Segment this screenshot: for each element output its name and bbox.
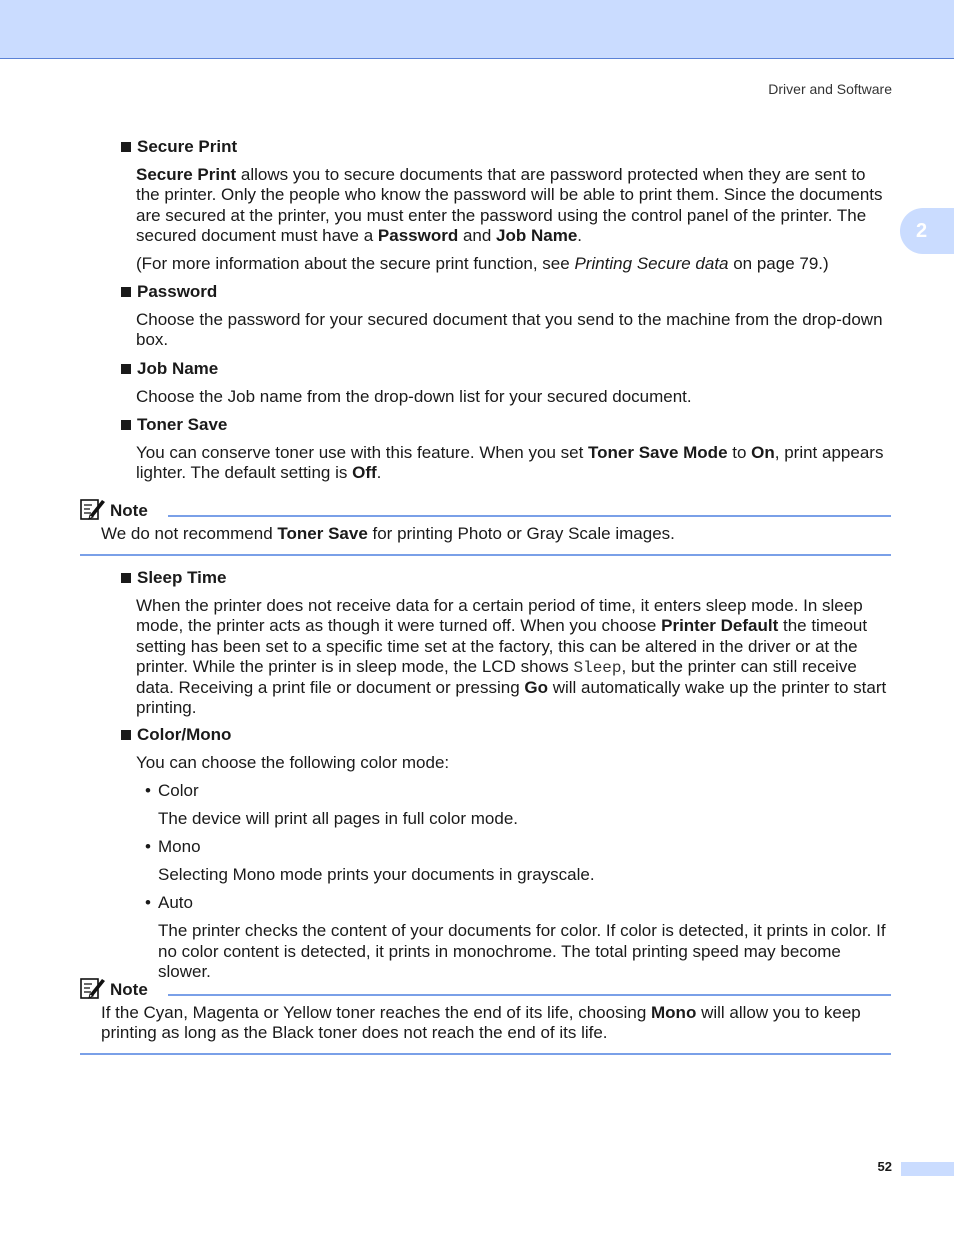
job-name-paragraph: Choose the Job name from the drop-down list for your secured document. bbox=[136, 387, 692, 406]
password-paragraph: Choose the password for your secured document that you send to the machine from the drop-down box. bbox=[136, 310, 883, 350]
bold-text: Job Name bbox=[496, 225, 578, 245]
body-text: . bbox=[577, 225, 583, 245]
bold-text: Printer Default bbox=[661, 616, 779, 636]
note-top-rule bbox=[168, 994, 891, 996]
option-name: Mono bbox=[158, 837, 201, 856]
note-bottom-rule bbox=[80, 554, 891, 556]
note-text bbox=[101, 524, 891, 544]
toner-save-paragraph bbox=[136, 443, 892, 484]
option-name: Auto bbox=[158, 893, 193, 912]
square-bullet-icon bbox=[121, 287, 131, 297]
bullet-dot-icon: • bbox=[145, 893, 151, 912]
body-text: (For more information about the secure print function, see bbox=[136, 254, 575, 273]
note-text bbox=[101, 1003, 891, 1044]
footer-band bbox=[901, 1162, 954, 1176]
heading-password bbox=[121, 282, 217, 302]
bold-text: Off bbox=[352, 463, 377, 483]
bold-text: Toner Save bbox=[277, 524, 368, 543]
secure-print-reference bbox=[136, 254, 892, 274]
heading-text: Toner Save bbox=[137, 415, 228, 434]
square-bullet-icon bbox=[121, 364, 131, 374]
secure-print-paragraph bbox=[136, 165, 892, 246]
option-name: Color bbox=[158, 781, 199, 800]
option-description: The device will print all pages in full color mode. bbox=[158, 809, 519, 828]
heading-job-name bbox=[121, 359, 218, 379]
body-text: on page 79.) bbox=[728, 254, 829, 273]
heading-text: Job Name bbox=[137, 359, 219, 378]
bullet-dot-icon: • bbox=[145, 781, 151, 800]
cross-reference-link[interactable]: Printing Secure data bbox=[574, 254, 729, 273]
top-header-band bbox=[0, 0, 954, 59]
heading-sleep-time bbox=[121, 568, 226, 588]
bullet-dot-icon: • bbox=[145, 837, 151, 856]
bold-text: On bbox=[751, 443, 775, 462]
body-text: . bbox=[376, 463, 382, 483]
body-text: If the Cyan, Magenta or Yellow toner reaches the end of its life, choosing bbox=[101, 1003, 652, 1022]
lcd-text: Sleep bbox=[573, 658, 622, 677]
note-pencil-icon bbox=[80, 497, 106, 521]
heading-color-mono bbox=[121, 725, 231, 745]
option-description: Selecting Mono mode prints your documents in grayscale. bbox=[158, 865, 595, 884]
body-text: allows you to secure documents that are password protected when they are sent to the printer. Only the people who know the password will be able to print them. Since the documents are secured at the printer, you must enter the password using the control panel of the printer. The secured document must have a bbox=[136, 165, 883, 245]
bold-text: Toner Save Mode bbox=[588, 443, 728, 462]
chapter-tab[interactable] bbox=[900, 208, 954, 254]
chapter-number: 2 bbox=[916, 219, 928, 242]
heading-toner-save bbox=[121, 415, 227, 435]
heading-text: Password bbox=[137, 282, 218, 301]
heading-text: Color/Mono bbox=[137, 725, 232, 744]
body-text: will automatically wake up the printer to start printing. bbox=[136, 678, 887, 718]
square-bullet-icon bbox=[121, 573, 131, 583]
body-text: to bbox=[727, 443, 752, 462]
square-bullet-icon bbox=[121, 420, 131, 430]
body-text: You can conserve toner use with this feature. When you set bbox=[136, 443, 589, 462]
note-label: Note bbox=[110, 980, 148, 999]
note-bottom-rule bbox=[80, 1053, 891, 1055]
body-text: , print appears lighter. The default setting is bbox=[136, 443, 884, 483]
sleep-time-paragraph bbox=[136, 596, 892, 719]
note-heading bbox=[80, 976, 148, 1000]
heading-secure-print bbox=[121, 137, 237, 157]
note-pencil-icon bbox=[80, 976, 106, 1000]
note-label: Note bbox=[110, 501, 148, 520]
list-item bbox=[145, 837, 201, 857]
option-description: The printer checks the content of your documents for color. If color is detected, it prints in color. If no color content is detected, it prints in monochrome. The total printing speed may become slower. bbox=[158, 921, 886, 981]
list-item bbox=[145, 781, 199, 801]
bold-text: Mono bbox=[651, 1003, 697, 1022]
bold-text: Secure Print bbox=[136, 165, 237, 184]
body-text: We do not recommend bbox=[101, 524, 278, 543]
note-heading bbox=[80, 497, 148, 521]
heading-text: Secure Print bbox=[137, 137, 238, 156]
bold-text: Go bbox=[524, 678, 548, 698]
body-text: for printing Photo or Gray Scale images. bbox=[367, 524, 675, 543]
body-text: When the printer does not receive data for a certain period of time, it enters sleep mode. In sleep mode, the printer acts as though it were turned off. When you choose bbox=[136, 596, 863, 636]
section-label: Driver and Software bbox=[768, 81, 892, 97]
body-text: , but the printer can still receive data. Receiving a print file or document or pressing bbox=[136, 656, 857, 698]
bold-text: Password bbox=[377, 225, 459, 245]
page-number: 52 bbox=[877, 1159, 892, 1174]
square-bullet-icon bbox=[121, 142, 131, 152]
body-text: and bbox=[458, 225, 497, 245]
body-text: will allow you to keep printing as long as the Black toner does not reach the end of its life. bbox=[101, 1003, 861, 1043]
color-mono-intro: You can choose the following color mode: bbox=[136, 753, 450, 772]
note-top-rule bbox=[168, 515, 891, 517]
body-text: the timeout setting has been set to a specific time set at the factory, this can be altered in the driver or at the printer. While the printer is in sleep mode, the LCD shows bbox=[136, 616, 868, 676]
square-bullet-icon bbox=[121, 730, 131, 740]
list-item bbox=[145, 893, 193, 913]
heading-text: Sleep Time bbox=[137, 568, 227, 587]
